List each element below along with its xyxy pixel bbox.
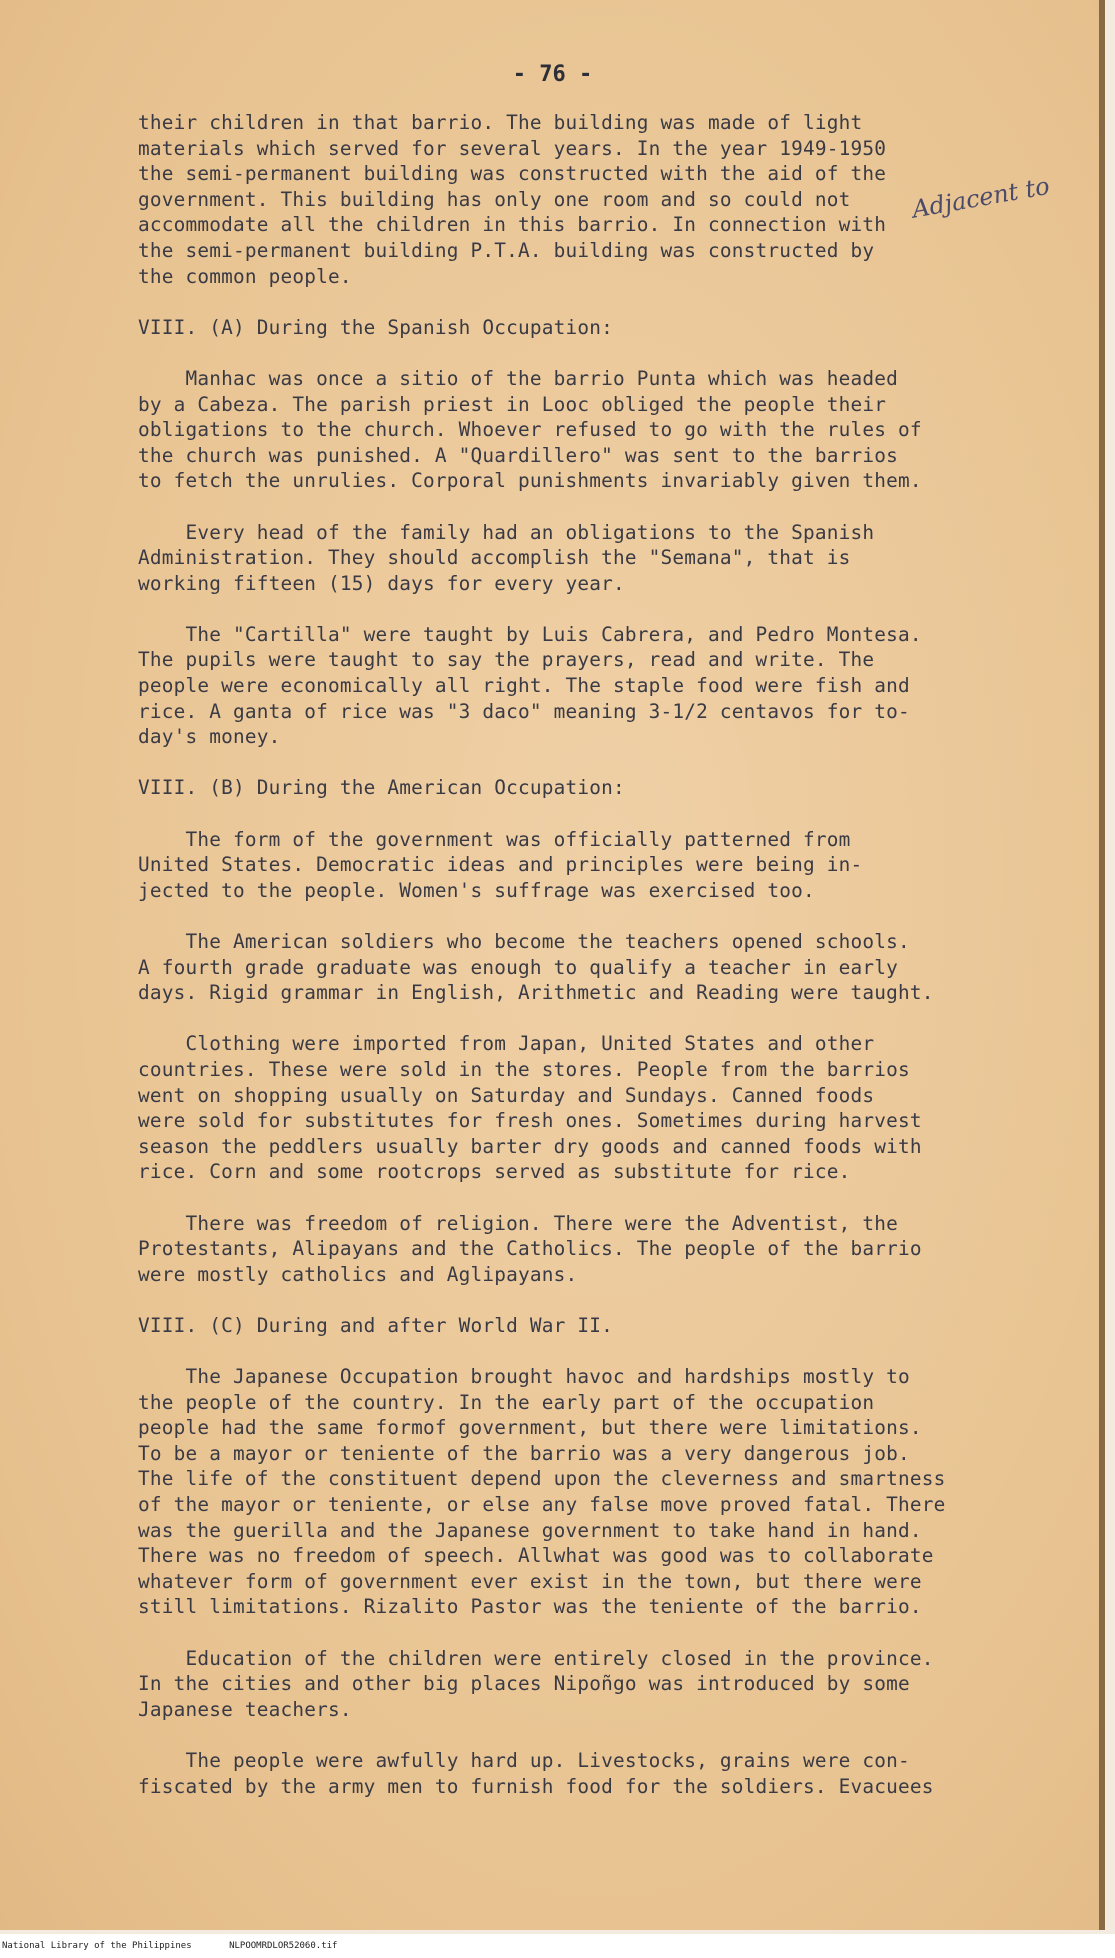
section-heading: VIII. (B) During the American Occupation: [138,776,625,800]
text-line: The American soldiers who become the teachers opened schools. [138,930,910,953]
document-body [138,110,998,1825]
paragraph [138,1031,998,1185]
text-line: In the cities and other big places Nipoñgo was introduced by some [138,1672,910,1696]
text-line: The form of the government was officially patterned from [138,827,851,851]
scan-footer [0,1934,1115,1958]
paragraph [138,110,998,289]
text-line: government. This building has only one room and so could not [138,187,851,211]
text-line: Education of the children were entirely closed in the province. [138,1646,934,1670]
text-line: Japanese teachers. [138,1697,352,1721]
text-line: materials which served for several years. In the year 1949-1950 [138,136,887,160]
text-line: the semi-permanent building was constructed with the aid of the [138,162,887,186]
text-line: was the guerilla and the Japanese government to take hand in hand. [138,1518,922,1542]
text-line: Every head of the family had an obligations to the Spanish [138,520,875,544]
text-line: There was no freedom of speech. Allwhat was good was to collaborate [138,1544,934,1568]
text-line: days. Rigid grammar in English, Arithmetic and Reading were taught. [138,981,934,1005]
text-line: United States. Democratic ideas and principles were being in- [138,853,863,877]
text-line: their children in that barrio. The building was made of light [138,111,863,134]
paragraph [138,622,998,750]
text-line: still limitations. Rizalito Pastor was the teniente of the barrio. [138,1595,922,1619]
text-line: whatever form of government ever exist in the town, but there were [138,1569,922,1593]
footer-filename: NLPOOMRDLOR52060.tif [229,1941,338,1951]
paragraph [138,1646,998,1723]
text-line: The pupils were taught to say the prayers, read and write. The [138,648,875,672]
text-line: The Japanese Occupation brought havoc and hardships mostly to [138,1365,910,1389]
text-line: by a Cabeza. The parish priest in Looc obliged the people their [138,392,887,416]
section-heading: VIII. (A) During the Spanish Occupation: [138,315,613,339]
paragraph [138,1364,998,1620]
text-line: the common people. [138,264,352,288]
paragraph [138,1211,998,1288]
text-line: Administration. They should accomplish the "Semana", that is [138,546,851,570]
text-line: To be a mayor or teniente of the barrio was a very dangerous job. [138,1441,910,1465]
text-line: people were economically all right. The staple food were fish and [138,674,910,698]
text-line: the church was punished. A "Quardillero" was sent to the barrios [138,443,898,467]
paragraph [138,366,998,494]
text-line: season the peddlers usually barter dry goods and canned foods with [138,1134,922,1158]
text-line: There was freedom of religion. There were the Adventist, the [138,1211,898,1235]
text-line: The life of the constituent depend upon the cleverness and smartness [138,1467,946,1491]
text-line: fiscated by the army men to furnish food for the soldiers. Evacuees [138,1774,934,1798]
paragraph [138,1748,998,1799]
text-line: Protestants, Alipayans and the Catholics. The people of the barrio [138,1237,922,1261]
text-line: The people were awfully hard up. Livestocks, grains were con- [138,1749,910,1772]
text-line: the people of the country. In the early part of the occupation [138,1390,875,1414]
footer-institution: National Library of the Philippines [2,1941,192,1951]
text-line: rice. A ganta of rice was "3 daco" meaning 3-1/2 centavos for to- [138,699,910,723]
text-line: countries. These were sold in the stores. People from the barrios [138,1057,910,1081]
text-line: day's money. [138,725,281,749]
text-line: were mostly catholics and Aglipayans. [138,1262,578,1286]
text-line: went on shopping usually on Saturday and Sundays. Canned foods [138,1083,875,1107]
text-line: jected to the people. Women's suffrage was exercised too. [138,878,815,902]
text-line: working fifteen (15) days for every year. [138,571,625,595]
text-line: were sold for substitutes for fresh ones. Sometimes during harvest [138,1109,922,1133]
text-line: of the mayor or teniente, or else any false move proved fatal. There [138,1493,946,1517]
section-heading: VIII. (C) During and after World War II. [138,1313,613,1337]
text-line: A fourth grade graduate was enough to qualify a teacher in early [138,955,898,979]
paragraph [138,827,998,904]
text-line: The "Cartilla" were taught by Luis Cabrera, and Pedro Montesa. [138,622,922,646]
paragraph [138,929,998,1006]
text-line: Manhac was once a sitio of the barrio Punta which was headed [138,366,898,390]
text-line: the semi-permanent building P.T.A. building was constructed by [138,238,875,262]
text-line: accommodate all the children in this barrio. In connection with [138,213,887,237]
text-line: rice. Corn and some rootcrops served as substitute for rice. [138,1160,851,1184]
paragraph [138,520,998,597]
page-number: - 76 - [512,62,593,87]
handwritten-margin-note: Adjacent to [910,171,1052,224]
text-line: obligations to the church. Whoever refused to go with the rules of [138,418,922,442]
text-line: people had the same formof government, but there were limitations. [138,1416,922,1440]
text-line: to fetch the unrulies. Corporal punishments invariably given them. [138,469,922,493]
text-line: Clothing were imported from Japan, United States and other [138,1032,875,1056]
